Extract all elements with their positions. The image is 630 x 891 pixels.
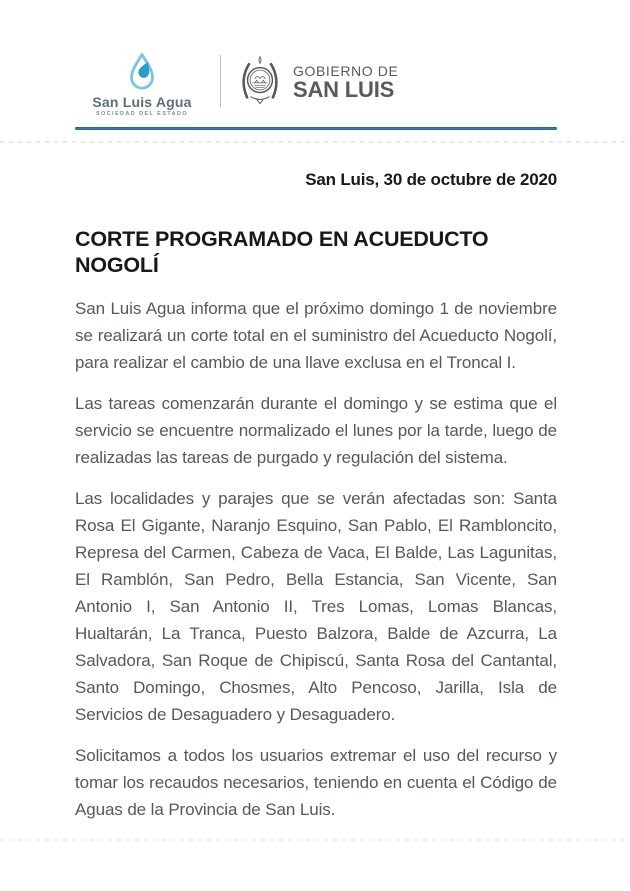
provincial-crest-icon bbox=[237, 54, 283, 114]
letterhead bbox=[76, 50, 630, 118]
document-title: CORTE PROGRAMADO EN ACUEDUCTO NOGOLÍ bbox=[75, 227, 489, 277]
gobierno-line2: SAN LUIS bbox=[293, 76, 395, 102]
document-body bbox=[75, 170, 557, 823]
water-drop-icon bbox=[125, 52, 159, 94]
dateline: San Luis, 30 de octubre de 2020 bbox=[305, 170, 557, 189]
header-dotted-rule bbox=[0, 141, 630, 143]
header-rule bbox=[75, 127, 557, 130]
gobierno-wordmark bbox=[293, 64, 398, 101]
footer-dotted-rule bbox=[0, 839, 630, 841]
paragraph-localities: Las localidades y parajes que se verán afectadas son: Santa Rosa El Gigante, Naranjo Esquino, San Pablo, El Rambloncito, Represa del Carmen, Cabeza de Vaca, El Balde, Las Lagunitas, El Ramblón, San Pedro, Bella Estancia, San Vicente, San Antonio I, San Antonio II, Tres Lomas, Lomas Blancas, Hualtarán, La Tranca, Puesto Balzora, Balde de Azcurra, La Salvadora, San Roque de Chipiscú, Santa Rosa del Cantantal, Santo Domingo, Chosmes, Alto Pencoso, Jarilla, Isla de Servicios de Desaguadero y Desaguadero. bbox=[75, 489, 557, 724]
paragraph-request: Solicitamos a todos los usuarios extremar el uso del recurso y tomar los recaudos necesarios, teniendo en cuenta el Código de Aguas de la Provincia de San Luis. bbox=[75, 746, 557, 819]
gobierno-line1: GOBIERNO DE bbox=[293, 62, 399, 79]
agency-name: San Luis Agua bbox=[92, 93, 192, 110]
san-luis-agua-logo bbox=[76, 52, 208, 117]
paragraph-schedule: Las tareas comenzarán durante el domingo y se estima que el servicio se encuentre normalizado el lunes por la tarde, luego de realizadas las tareas de purgado y regulación del sistema. bbox=[75, 394, 557, 467]
header-divider bbox=[220, 55, 221, 107]
paragraph-announcement: San Luis Agua informa que el próximo domingo 1 de noviembre se realizará un corte total en el suministro del Acueducto Nogolí, para realizar el cambio de una llave exclusa en el Troncal I. bbox=[75, 299, 557, 372]
agency-tagline: SOCIEDAD DEL ESTADO bbox=[95, 110, 189, 117]
